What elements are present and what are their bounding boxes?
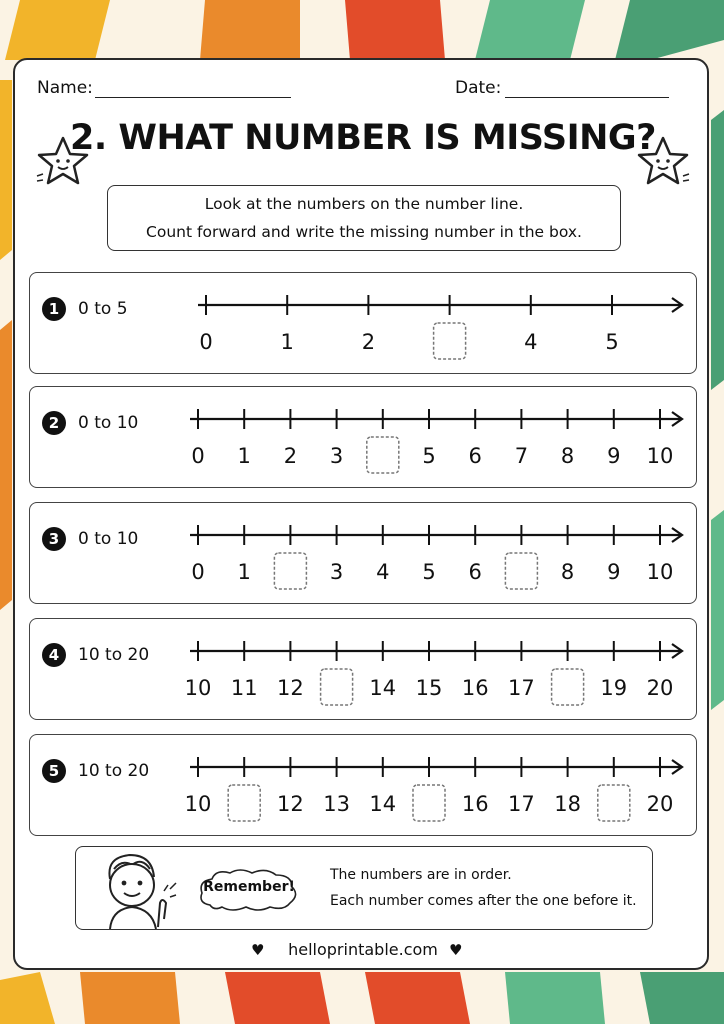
answer-box[interactable] xyxy=(228,785,260,821)
instructions-box xyxy=(107,185,621,251)
number-line-label: 19 xyxy=(600,676,628,700)
problem-number: 2 xyxy=(42,411,66,435)
problem-range: 10 to 20 xyxy=(78,761,150,781)
number-line-label: 8 xyxy=(560,444,575,468)
number-line-label: 0 xyxy=(199,330,213,354)
number-line-label: 3 xyxy=(329,444,344,468)
number-line-label: 1 xyxy=(237,444,251,468)
number-line-label: 13 xyxy=(323,792,350,816)
problem-row xyxy=(29,502,697,604)
problem-range: 0 to 10 xyxy=(78,529,139,549)
number-line-label: 17 xyxy=(508,676,535,700)
number-line-label: 12 xyxy=(277,676,304,700)
number-line xyxy=(30,619,698,721)
number-line-label: 12 xyxy=(277,792,304,816)
number-line-label: 20 xyxy=(646,676,674,700)
instructions-line: Count forward and write the missing number in the box. xyxy=(146,223,582,241)
problem-range: 0 to 10 xyxy=(78,413,139,433)
problem-range: 0 to 5 xyxy=(78,299,128,319)
problem-row xyxy=(29,272,697,374)
number-line-label: 15 xyxy=(415,676,443,700)
number-line-label: 9 xyxy=(607,444,621,468)
number-line xyxy=(30,503,698,605)
number-line-label: 1 xyxy=(280,330,294,354)
number-line-label: 4 xyxy=(376,560,390,584)
number-line-label: 16 xyxy=(461,676,489,700)
answer-box[interactable] xyxy=(367,437,399,473)
number-line-label: 8 xyxy=(560,560,575,584)
number-line-label: 16 xyxy=(461,792,489,816)
answer-box[interactable] xyxy=(413,785,445,821)
page-title: 2. WHAT NUMBER IS MISSING? xyxy=(70,118,656,158)
number-line-label: 10 xyxy=(184,676,212,700)
number-line-label: 6 xyxy=(468,560,482,584)
number-line-label: 1 xyxy=(237,560,251,584)
answer-box[interactable] xyxy=(505,553,537,589)
number-line-label: 14 xyxy=(369,792,397,816)
problem-number: 5 xyxy=(42,759,66,783)
worksheet xyxy=(13,58,709,970)
problem-number: 3 xyxy=(42,527,66,551)
remember-line: The numbers are in order. xyxy=(330,867,512,883)
number-line-label: 17 xyxy=(508,792,535,816)
footer-site: helloprintable.com xyxy=(288,940,438,959)
remember-box xyxy=(75,846,653,930)
answer-box[interactable] xyxy=(274,553,306,589)
problem-range: 10 to 20 xyxy=(78,645,150,665)
date-label: Date: xyxy=(455,78,502,98)
problem-number: 1 xyxy=(42,297,66,321)
problem-row xyxy=(29,618,697,720)
heart-icon: ♥ xyxy=(449,941,463,959)
number-line-label: 10 xyxy=(184,792,212,816)
number-line-label: 0 xyxy=(191,560,205,584)
number-line-label: 2 xyxy=(361,330,376,354)
name-field[interactable] xyxy=(95,97,291,98)
problem-row xyxy=(29,734,697,836)
number-line-label: 11 xyxy=(230,676,258,700)
number-line-label: 20 xyxy=(646,792,674,816)
number-line-label: 7 xyxy=(514,444,529,468)
number-line-label: 5 xyxy=(422,560,436,584)
answer-box[interactable] xyxy=(552,669,584,705)
heart-icon: ♥ xyxy=(251,941,265,959)
number-line-label: 5 xyxy=(422,444,436,468)
number-line-label: 18 xyxy=(554,792,581,816)
instructions-line: Look at the numbers on the number line. xyxy=(204,195,524,213)
number-line-label: 3 xyxy=(329,560,344,584)
problem-row xyxy=(29,386,697,488)
number-line-label: 14 xyxy=(369,676,397,700)
remember-line: Each number comes after the one before it. xyxy=(330,893,637,909)
problem-number: 4 xyxy=(42,643,66,667)
number-line xyxy=(30,273,698,375)
answer-box[interactable] xyxy=(434,323,466,359)
number-line-label: 2 xyxy=(283,444,298,468)
number-line-label: 9 xyxy=(607,560,621,584)
boy-pointing-icon xyxy=(92,849,182,929)
number-line-label: 0 xyxy=(191,444,205,468)
date-field[interactable] xyxy=(505,97,669,98)
number-line-label: 10 xyxy=(646,560,674,584)
name-label: Name: xyxy=(37,78,93,98)
number-line xyxy=(30,735,698,837)
number-line-label: 6 xyxy=(468,444,482,468)
number-line-label: 10 xyxy=(646,444,674,468)
number-line-label: 5 xyxy=(605,330,619,354)
answer-box[interactable] xyxy=(321,669,353,705)
number-line-label: 4 xyxy=(524,330,538,354)
remember-bubble-text: Remember! xyxy=(203,879,295,895)
answer-box[interactable] xyxy=(598,785,630,821)
number-line xyxy=(30,387,698,489)
